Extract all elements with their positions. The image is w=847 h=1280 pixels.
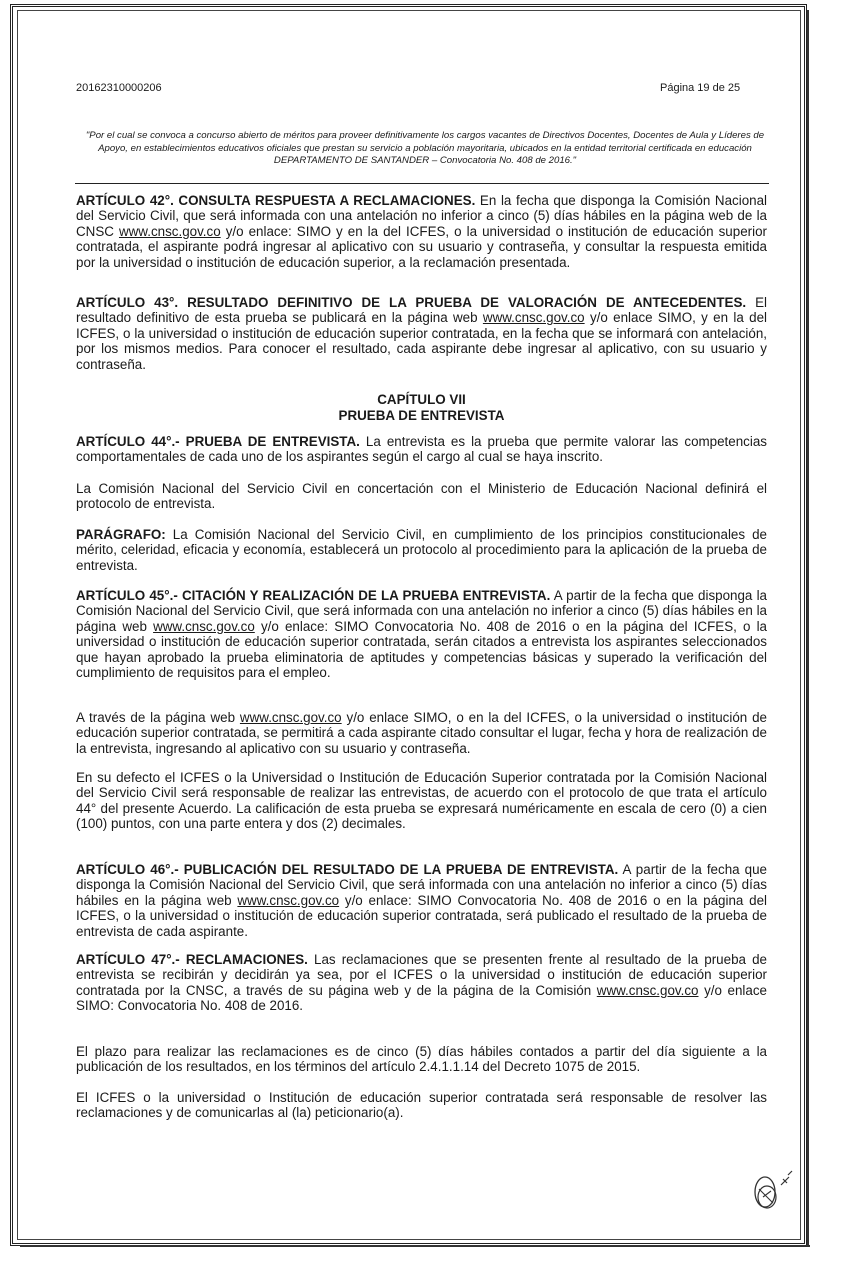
article-47 — [76, 952, 767, 1014]
web-link[interactable]: www.cnsc.gov.co — [153, 618, 255, 634]
document-subtitle: "Por el cual se convoca a concurso abierto de méritos para proveer definitivamente los cargos vacantes de Directivos Docentes, Docentes de Aula y Líderes de Apoyo, en establecimientos educativos oficiales que prestan su servicio a población mayoritaria, ubicados en la entidad territorial certificada en educación DEPARTAMENTO DE SANTANDER – Convocatoria No. 408 de 2016." — [85, 130, 765, 167]
header-divider — [75, 183, 769, 184]
web-link[interactable]: www.cnsc.gov.co — [118, 223, 221, 239]
web-link[interactable]: www.cnsc.gov.co — [596, 982, 699, 998]
body-text: La Comisión Nacional del Servicio Civil, en cumplimiento de los principios constitucionales de mérito, celeridad, eficacia y economía, establecerá un protocolo al procedimiento para la aplicación de la prueba de entrevista. — [76, 527, 767, 573]
web-link[interactable]: www.cnsc.gov.co — [239, 710, 342, 725]
body-text: y/o enlace SIMO: Convocatoria No. 408 de 2016. — [76, 982, 767, 1014]
paragraph-consult — [76, 710, 767, 756]
body-text: A través de la página web — [76, 710, 240, 725]
body-text: y/o enlace: SIMO y en la del ICFES, o la universidad o institución de educación superior contratada, el aspirante podrá ingresar al aplicativo con su usuario y contraseña, y consultar la respuesta emitida por la universidad o institución de educación superior, a la reclamación presentada. — [76, 223, 767, 270]
article-heading: PARÁGRAFO: — [76, 527, 166, 542]
body-text: En su defecto el ICFES o la Universidad o Institución de Educación Superior contratada por la Comisión Nacional del Servicio Civil será responsable de realizar las entrevistas, de acuerdo con el protocolo de que trata el artículo 44° del presente Acuerdo. La calificación de esta prueba se expresará numéricamente en escala de cero (0) a cien (100) puntos, con una parte entera y dos (2) decimales. — [76, 770, 767, 832]
body-text: y/o enlace: SIMO Convocatoria No. 408 de 2016 o en la página del ICFES, o la universidad o institución de educación superior contratada, serán citados a entrevista los aspirantes seleccionados que hayan aprobado la prueba eliminatoria de aptitudes y competencias básicas y superado la verificación del cumplimiento de requisitos para el empleo. — [76, 618, 768, 681]
article-heading: ARTÍCULO 47°.- RECLAMACIONES. — [76, 952, 308, 967]
body-text: Las reclamaciones que se presenten frente al resultado de la prueba de entrevista se recibirán y decidirán ya sea, por el ICFES o la universidad o institución de educación superior contratada por la CNSC, a través de su página web y de la página de la Comisión — [76, 952, 767, 998]
initials-signature — [745, 1167, 805, 1217]
body-text: y/o enlace: SIMO Convocatoria No. 408 de 2016 o en la página del ICFES, o la universidad o institución de educación superior contratada, será publicado el resultado de la prueba de entrevista de cada aspirante. — [76, 892, 767, 939]
body-text: La Comisión Nacional del Servicio Civil en concertación con el Ministerio de Educación Nacional definirá el protocolo de entrevista. — [76, 481, 767, 512]
paragraph-plazo — [76, 1044, 767, 1075]
article-46 — [76, 862, 767, 939]
paragraph-resolver — [76, 1090, 767, 1121]
body-text: La entrevista es la prueba que permite valorar las competencias comportamentales de cada uno de los aspirantes según el cargo al cual se haya inscrito. — [76, 434, 767, 465]
page-border-shadow — [20, 1245, 810, 1247]
article-42 — [76, 193, 767, 270]
body-text: El resultado definitivo de esta prueba se publicará en la página web — [76, 295, 767, 326]
chapter-number: CAPÍTULO VII — [377, 392, 466, 407]
page-number: Página 19 de 25 — [660, 82, 741, 94]
document-number: 20162310000206 — [76, 82, 162, 94]
body-text: El ICFES o la universidad o Institución de educación superior contratada será responsable de resolver las reclamaciones y de comunicarlas al (la) peticionario(a). — [76, 1090, 767, 1121]
paragraph-protocol — [76, 481, 767, 512]
web-link[interactable]: www.cnsc.gov.co — [482, 310, 585, 326]
article-heading: ARTÍCULO 43°. RESULTADO DEFINITIVO DE LA PRUEBA DE VALORACIÓN DE ANTECEDENTES. — [76, 295, 747, 310]
paragrafo — [76, 527, 767, 573]
article-45 — [76, 588, 767, 680]
chapter-title: PRUEBA DE ENTREVISTA — [338, 408, 505, 423]
body-text: A partir de la fecha que disponga la Comisión Nacional del Servicio Civil, que será informada con una antelación no inferior a cinco (5) días hábiles en la página web — [76, 588, 767, 634]
body-text: y/o enlace SIMO, o en la del ICFES, o la universidad o institución de educación superior contratada, se permitirá a cada aspirante citado consultar el lugar, fecha y hora de realización de la entrevista, ingresando al aplicativo con su usuario y contraseña. — [76, 710, 767, 756]
article-heading: ARTÍCULO 42°. CONSULTA RESPUESTA A RECLAMACIONES. — [76, 193, 476, 208]
body-text: A partir de la fecha que disponga la Comisión Nacional del Servicio Civil, que será informada con una antelación no inferior a cinco (5) días hábiles en la página web — [76, 862, 767, 908]
article-heading: ARTÍCULO 44°.- PRUEBA DE ENTREVISTA. — [76, 434, 360, 449]
web-link[interactable]: www.cnsc.gov.co — [237, 892, 340, 908]
paragraph-icfes — [76, 770, 767, 832]
article-44 — [76, 434, 767, 465]
article-43 — [76, 295, 767, 372]
article-heading: ARTÍCULO 46°.- PUBLICACIÓN DEL RESULTADO DE LA PRUEBA DE ENTREVISTA. — [76, 862, 619, 877]
article-heading: ARTÍCULO 45°.- CITACIÓN Y REALIZACIÓN DE LA PRUEBA ENTREVISTA. — [76, 588, 551, 603]
body-text: En la fecha que disponga la Comisión Nacional del Servicio Civil, que será informada con una antelación no inferior a cinco (5) días hábiles en la página web de la CNSC — [76, 193, 768, 239]
page-border-shadow — [807, 10, 809, 1247]
body-text: y/o enlace SIMO, y en la del ICFES, o la universidad o institución de educación superior contratada, en la fecha que se informará con antelación, por los mismos medios. Para conocer el resultado, cada aspirante debe ingresar al aplicativo, con su usuario y contraseña. — [76, 310, 767, 372]
body-text: El plazo para realizar las reclamaciones es de cinco (5) días hábiles contados a partir del día siguiente a la publicación de los resultados, en los términos del artículo 2.4.1.1.14 del Decreto 1075 de 2015. — [76, 1044, 767, 1075]
